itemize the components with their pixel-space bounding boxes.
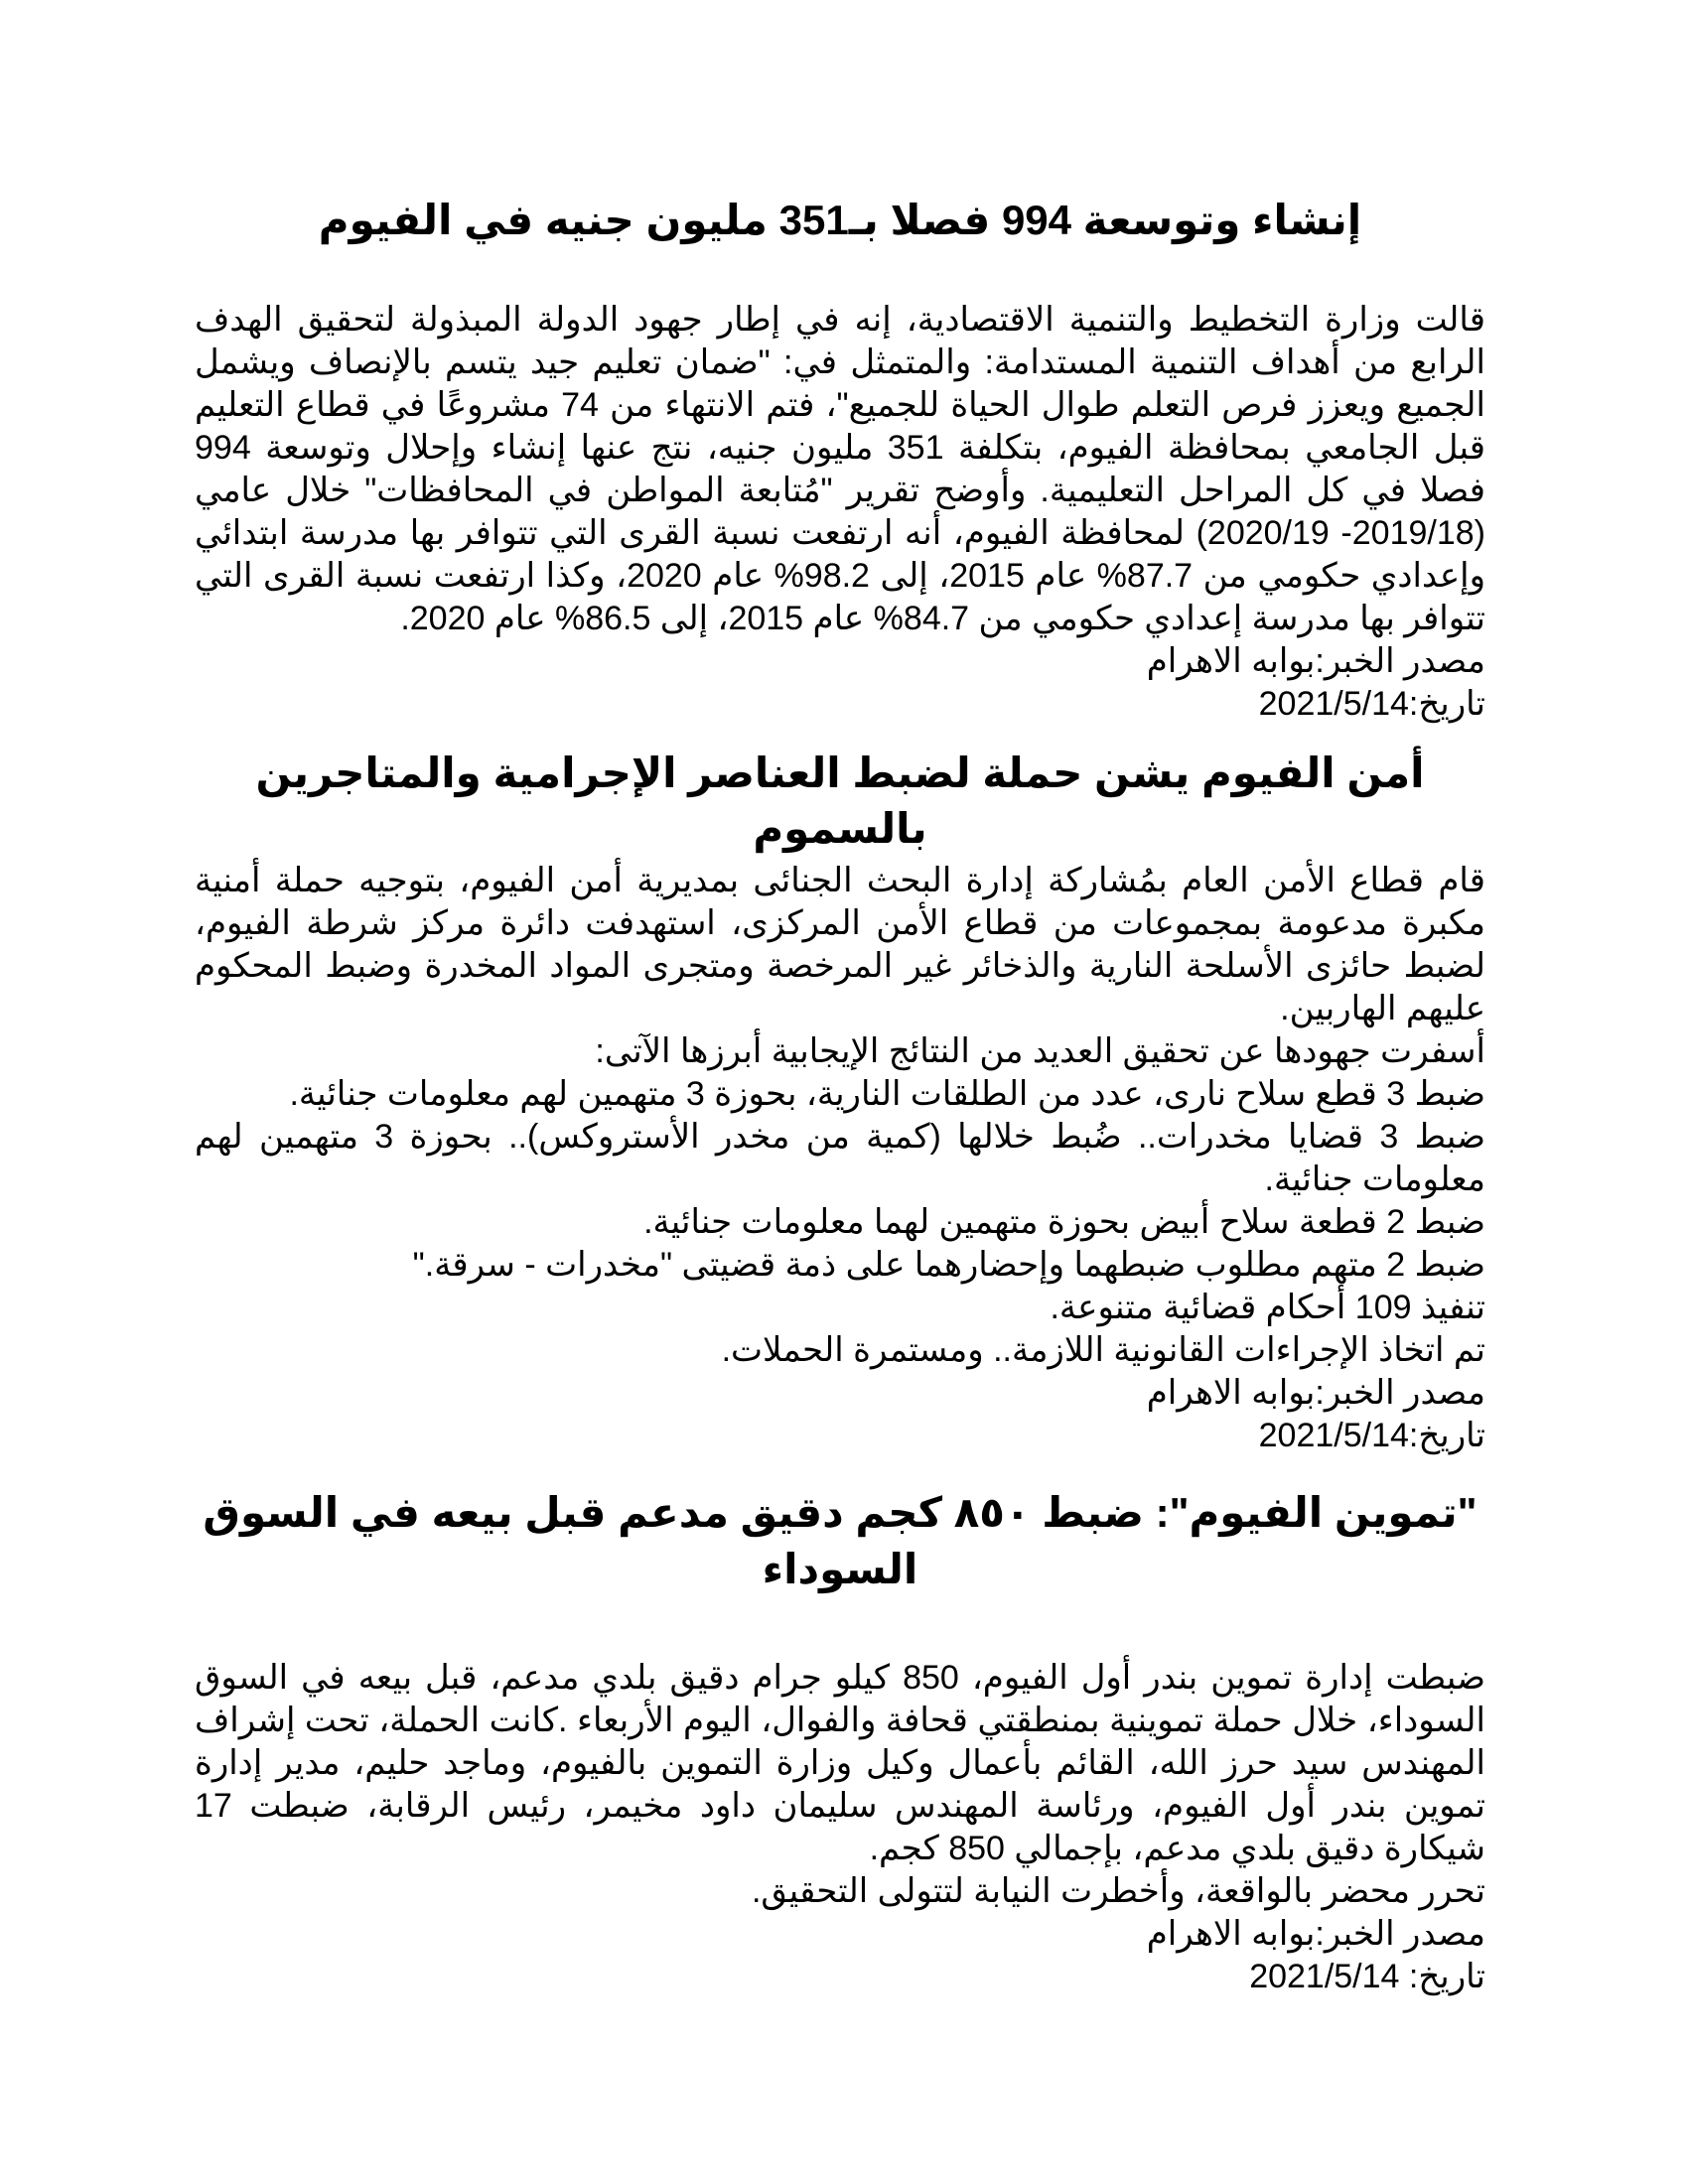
article-intro: أسفرت جهودها عن تحقيق العديد من النتائج الإيجابية أبرزها الآتى:	[595, 1032, 1485, 1071]
article-source: مصدر الخبر:بوابه الاهرام	[1146, 641, 1485, 680]
article-date: تاريخ:2021/5/14	[1258, 1417, 1485, 1455]
document-page	[195, 179, 1485, 1998]
list-item: ضبط 2 متهم مطلوب ضبطهما وإحضارهما على ذمة قضيتى "مخدرات - سرقة."	[412, 1246, 1485, 1285]
article-body: ضبطت إدارة تموين بندر أول الفيوم، 850 كيلو جرام دقيق بلدي مدعم، قبل بيعه في السوق السوداء، خلال حملة تموينية بمنطقتي قحافة والفوال، اليوم الأربعاء .كانت الحملة، تحت إشراف المهندس سيد حرز الله، القائم بأعمال وكيل وزارة التموين بالفيوم، وماجد حليم، مدير إدارة تموين بندر أول الفيوم، ورئاسة المهندس سليمان داود مخيمر، رئيس الرقابة، ضبطت 17 شيكارة دقيق بلدي مدعم، بإجمالي 850 كجم.	[195, 1659, 1485, 1868]
article-title: "تموين الفيوم": ضبط ٨٥٠ كجم دقيق مدعم قبل بيعه في السوق السوداء	[203, 1489, 1477, 1592]
list-item: ضبط 3 قطع سلاح نارى، عدد من الطلقات النارية، بحوزة 3 متهمين لهم معلومات جنائية.	[289, 1075, 1485, 1114]
article-source: مصدر الخبر:بوابه الاهرام	[1146, 1915, 1485, 1954]
list-item: تنفيذ 109 أحكام قضائية متنوعة.	[1050, 1289, 1485, 1327]
list-item: تم اتخاذ الإجراءات القانونية اللازمة.. ومستمرة الحملات.	[721, 1331, 1485, 1370]
article-1	[195, 193, 1485, 726]
article-body: قام قطاع الأمن العام بمُشاركة إدارة البحث الجنائى بمديرية أمن الفيوم، بتوجيه حملة أمنية مكبرة مدعومة بمجموعات من قطاع الأمن المركزى، استهدفت دائرة مركز شرطة الفيوم، لضبط حائزى الأسلحة النارية والذخائر غير المرخصة ومتجرى المواد المخدرة وضبط المحكوم عليهم الهاربين.	[195, 862, 1485, 1028]
article-2	[195, 746, 1485, 1457]
article-date: تاريخ:2021/5/14	[1258, 684, 1485, 723]
list-item: ضبط 3 قضايا مخدرات.. ضُبط خلالها (كمية من مخدر الأستروكس).. بحوزة 3 متهمين لهم معلومات جنائية.	[195, 1118, 1485, 1199]
article-title: أمن الفيوم يشن حملة لضبط العناصر الإجرامية والمتاجرين بالسموم	[255, 749, 1425, 853]
article-closing: تحرر محضر بالواقعة، وأخطرت النيابة لتتولى التحقيق.	[751, 1872, 1485, 1911]
article-3	[195, 1485, 1485, 1998]
article-title: إنشاء وتوسعة 994 فصلا بـ351 مليون جنيه في الفيوم	[318, 197, 1362, 243]
article-body: قالت وزارة التخطيط والتنمية الاقتصادية، إنه في إطار جهود الدولة المبذولة لتحقيق الهدف الرابع من أهداف التنمية المستدامة: والمتمثل في: "ضمان تعليم جيد يتسم بالإنصاف ويشمل الجميع ويعزز فرص التعلم طوال الحياة للجميع"، فتم الانتهاء من 74 مشروعًا في قطاع التعليم قبل الجامعي بمحافظة الفيوم، بتكلفة 351 مليون جنيه، نتج عنها إنشاء وإحلال وتوسعة 994 فصلا في كل المراحل التعليمية. وأوضح تقرير "مُتابعة المواطن في المحافظات" خلال عامي (2019/18- 2020/19) لمحافظة الفيوم، أنه ارتفعت نسبة القرى التي تتوافر بها مدرسة ابتدائي وإعدادي حكومي من 87.7% عام 2015، إلى 98.2% عام 2020، وكذا ارتفعت نسبة القرى التي تتوافر بها مدرسة إعدادي حكومي من 84.7% عام 2015، إلى 86.5% عام 2020.	[195, 300, 1486, 637]
article-source: مصدر الخبر:بوابه الاهرام	[1146, 1374, 1485, 1413]
list-item: ضبط 2 قطعة سلاح أبيض بحوزة متهمين لهما معلومات جنائية.	[643, 1203, 1485, 1242]
article-date: تاريخ: 2021/5/14	[1249, 1958, 1485, 1996]
